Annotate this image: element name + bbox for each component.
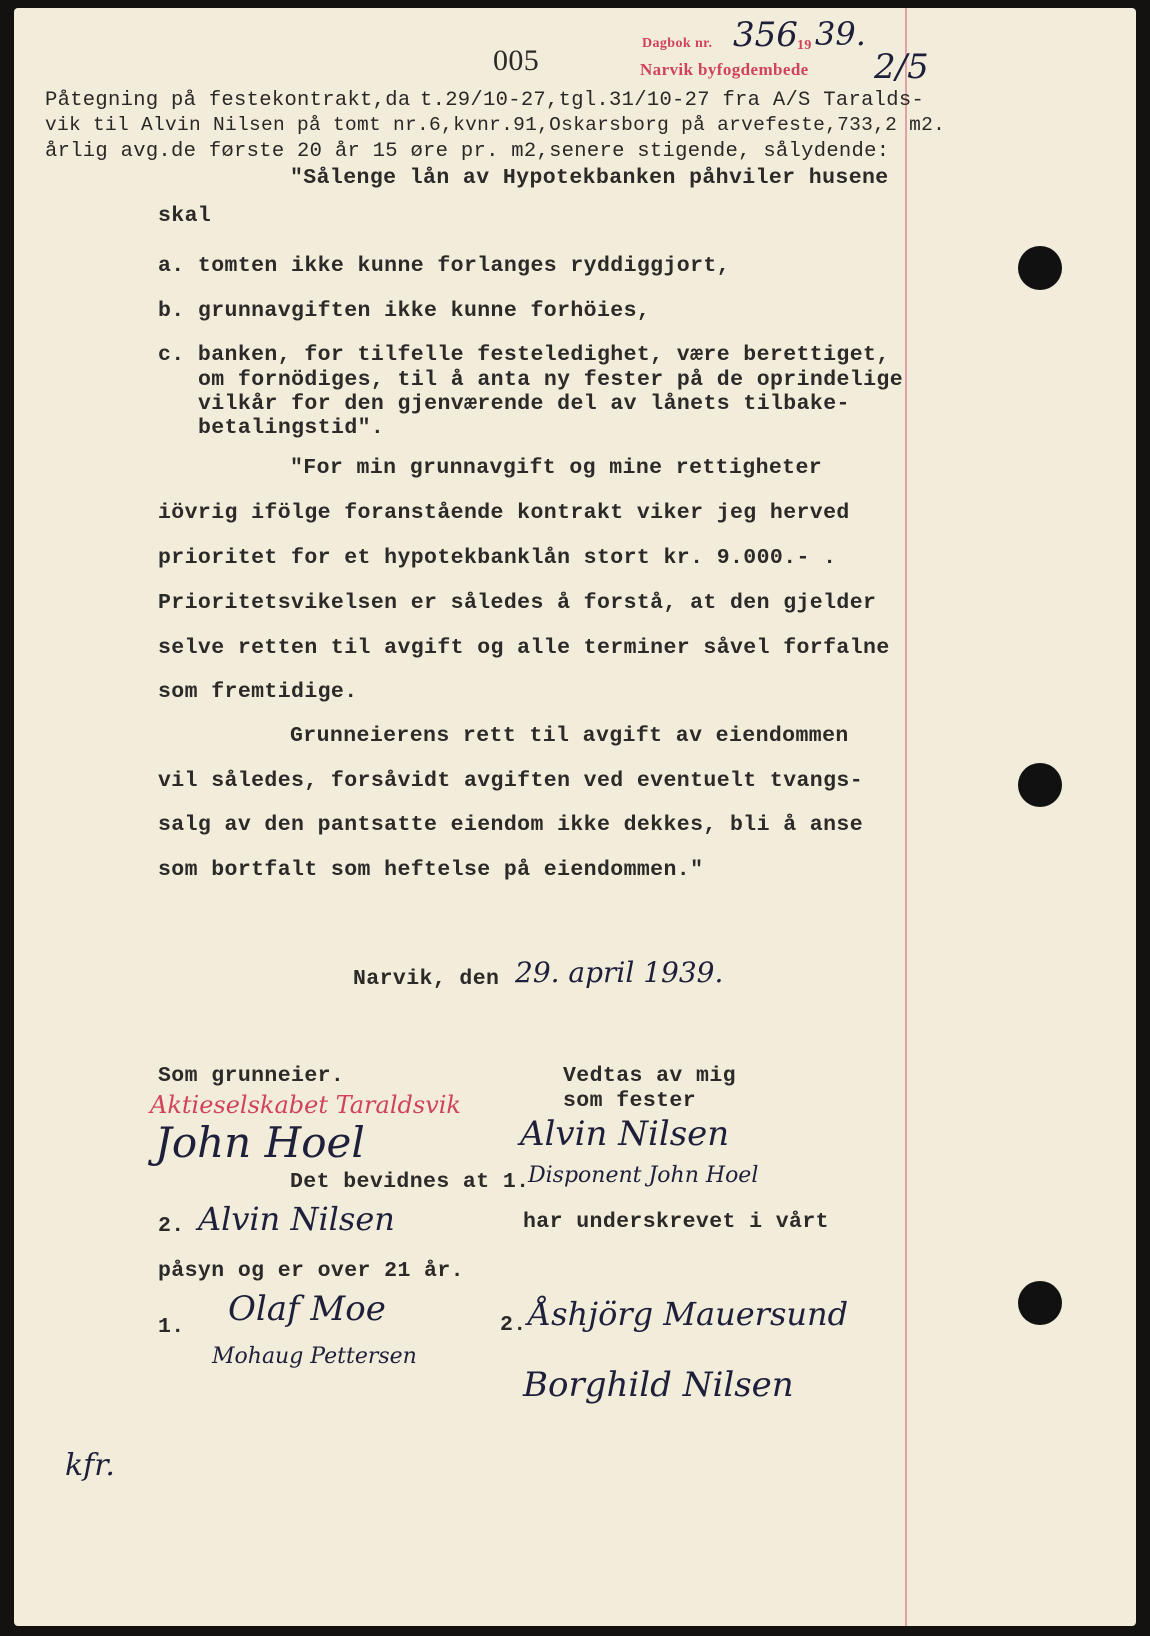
- owner-label: Som grunneier.: [158, 1064, 345, 1088]
- body-line: b. grunnavgiften ikke kunne forhöies,: [158, 299, 651, 323]
- place-label: Narvik, den: [353, 967, 500, 991]
- body-line: skal: [158, 204, 212, 228]
- punch-hole: [1018, 246, 1062, 290]
- witness-2-signature-2: Borghild Nilsen: [523, 1365, 794, 1405]
- witness-intro: Det bevidnes at 1.: [290, 1170, 530, 1194]
- footnote: kfr.: [65, 1448, 115, 1483]
- header-line: Påtegning på festekontrakt,da: [45, 89, 411, 112]
- year-prefix: 19: [797, 38, 812, 53]
- handwritten-date: 29. april 1939.: [515, 956, 724, 989]
- witness-text: påsyn og er over 21 år.: [158, 1259, 464, 1283]
- dagbok-label: Dagbok nr.: [642, 36, 713, 51]
- witness-name-1: Disponent John Hoel: [528, 1163, 759, 1188]
- body-line: "Sålenge lån av Hypotekbanken påhviler husene: [290, 166, 889, 190]
- body-line: betalingstid".: [198, 416, 385, 440]
- fester-label: Vedtas av mig: [563, 1064, 736, 1088]
- punch-hole: [1018, 1281, 1062, 1325]
- punch-hole: [1018, 763, 1062, 807]
- body-line: a. tomten ikke kunne forlanges ryddiggjort,: [158, 254, 730, 278]
- witness-2-label: 2.: [500, 1313, 527, 1337]
- body-line: vilkår for den gjenværende del av lånets tilbake-: [198, 392, 850, 416]
- body-line: prioritet for et hypotekbanklån stort kr. 9.000.- .: [158, 546, 837, 570]
- body-line: som bortfalt som heftelse på eiendommen.": [158, 858, 704, 882]
- body-line: vil således, forsåvidt avgiften ved eventuelt tvangs-: [158, 769, 864, 793]
- stamp-date: 2/5: [874, 47, 929, 87]
- year: 39.: [815, 15, 866, 53]
- body-line: som fremtidige.: [158, 680, 358, 704]
- header-line: vik til Alvin Nilsen på tomt nr.6,kvnr.91,Oskarsborg på arvefeste,733,2 m2.: [45, 114, 946, 136]
- body-line: c. banken, for tilfelle festeledighet, være berettiget,: [158, 343, 890, 367]
- owner-signature: John Hoel: [155, 1118, 365, 1167]
- witness-1-signature-2: Mohaug Pettersen: [212, 1344, 417, 1369]
- witness-text: har underskrevet i vårt: [523, 1210, 829, 1234]
- witness-1-label: 1.: [158, 1315, 185, 1339]
- body-line: Grunneierens rett til avgift av eiendommen: [290, 724, 849, 748]
- body-line: selve retten til avgift og alle terminer såvel forfalne: [158, 636, 890, 660]
- body-line: "For min grunnavgift og mine rettigheter: [290, 456, 823, 480]
- header-line: årlig avg.de første 20 år 15 øre pr. m2,senere stigende, sålydende:: [45, 140, 890, 163]
- body-line: iövrig ifölge foranstående kontrakt viker jeg herved: [158, 501, 850, 525]
- body-line: om fornödiges, til å anta ny fester på de oprindelige: [198, 368, 904, 392]
- witness-name-2: Alvin Nilsen: [198, 1200, 395, 1238]
- item-number: 2.: [158, 1214, 185, 1238]
- body-line: salg av den pantsatte eiendom ikke dekkes, bli å anse: [158, 813, 864, 837]
- office-stamp: Narvik byfogdembede: [640, 60, 809, 79]
- dagbok-number: 356: [733, 15, 798, 55]
- margin-line: [905, 8, 907, 1626]
- company-stamp: Aktieselskabet Taraldsvik: [150, 1091, 461, 1119]
- fester-label: som fester: [563, 1089, 697, 1113]
- body-line: Prioritetsvikelsen er således å forstå, at den gjelder: [158, 591, 877, 615]
- witness-1-signature: Olaf Moe: [228, 1289, 386, 1329]
- header-line: t.29/10-27,tgl.31/10-27 fra A/S Taralds-: [420, 89, 925, 112]
- witness-2-signature: Åshjörg Mauersund: [528, 1295, 849, 1333]
- page-number: 005: [493, 44, 540, 77]
- fester-signature: Alvin Nilsen: [520, 1114, 730, 1154]
